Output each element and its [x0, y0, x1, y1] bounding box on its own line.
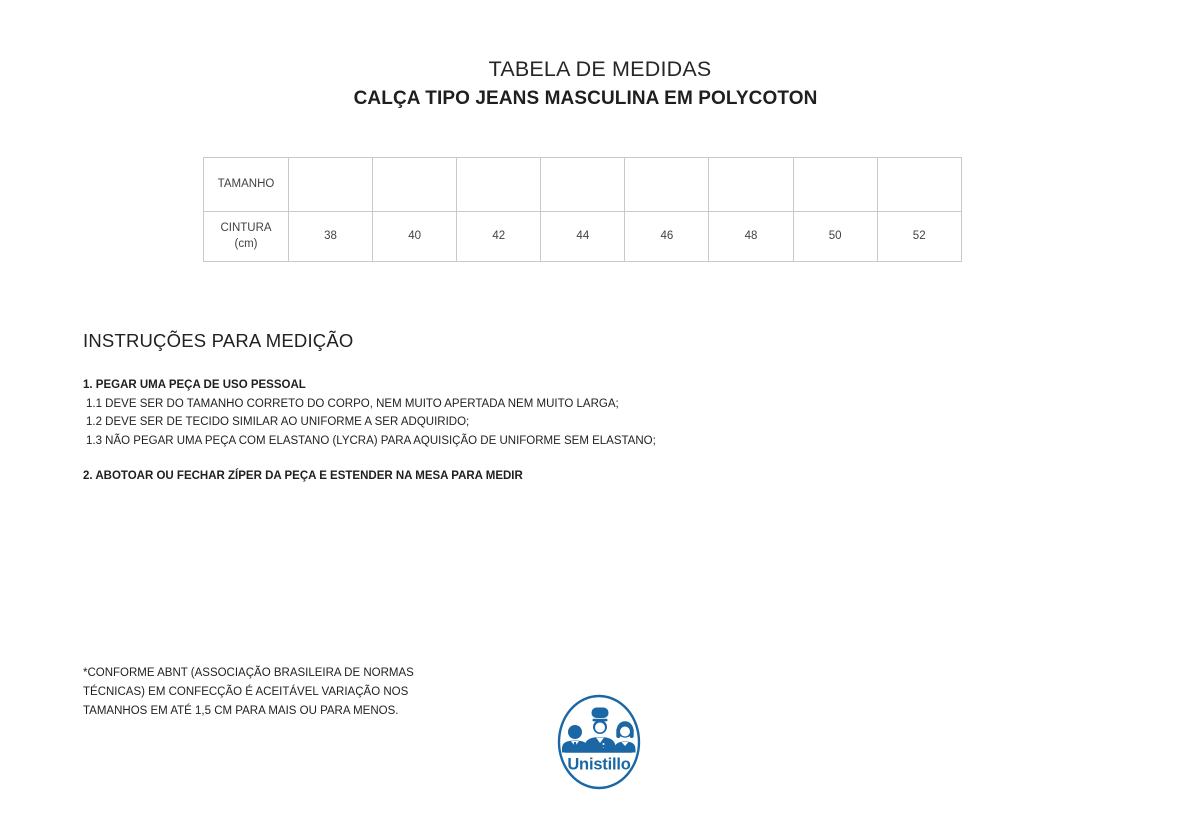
size-cell — [289, 158, 373, 212]
footnote-line: *CONFORME ABNT (ASSOCIAÇÃO BRASILEIRA DE NORMAS — [83, 667, 414, 679]
step1-item: 1.3 NÃO PEGAR UMA PEÇA COM ELASTANO (LYCRA) PARA AQUISIÇÃO DE UNIFORME SEM ELASTANO; — [86, 434, 656, 447]
waist-row-label-line2: (cm) — [234, 237, 258, 250]
waist-cell: 40 — [373, 212, 457, 262]
document-title: TABELA DE MEDIDAS — [488, 57, 712, 81]
size-table — [203, 157, 962, 262]
footnote-line: TÉCNICAS) EM CONFECÇÃO É ACEITÁVEL VARIAÇÃO NOS — [83, 686, 409, 698]
document-subtitle: CALÇA TIPO JEANS MASCULINA EM POLYCOTON — [353, 88, 818, 109]
size-cell — [877, 158, 961, 212]
waist-cell: 50 — [793, 212, 877, 262]
size-row-label: TAMANHO — [204, 158, 289, 212]
step2-title: 2. ABOTOAR OU FECHAR ZÍPER DA PEÇA E ESTENDER NA MESA PARA MEDIR — [83, 470, 523, 482]
waist-cell: 42 — [457, 212, 541, 262]
instructions-heading: INSTRUÇÕES PARA MEDIÇÃO — [83, 330, 354, 351]
counter-shape-icon — [563, 748, 634, 753]
chef-icon — [585, 708, 616, 753]
footnote — [83, 664, 414, 721]
size-cell — [541, 158, 625, 212]
table-row-waist — [204, 212, 962, 262]
waist-row-label — [204, 212, 289, 262]
size-cell — [793, 158, 877, 212]
instructions-step1 — [83, 376, 656, 450]
step1-item: 1.2 DEVE SER DE TECIDO SIMILAR AO UNIFORME A SER ADQUIRIDO; — [86, 416, 470, 429]
size-cell — [625, 158, 709, 212]
table-row-size — [204, 158, 962, 212]
waist-cell: 44 — [541, 212, 625, 262]
size-cell — [373, 158, 457, 212]
size-cell — [457, 158, 541, 212]
logo-wordmark: Unistillo — [567, 755, 631, 774]
waist-cell: 38 — [289, 212, 373, 262]
footnote-line: TAMANHOS EM ATÉ 1,5 CM PARA MAIS OU PARA MENOS. — [83, 705, 399, 717]
waist-row-label-line1: CINTURA — [220, 221, 272, 234]
waist-cell: 48 — [709, 212, 793, 262]
unistillo-logo — [548, 694, 649, 794]
waist-cell: 46 — [625, 212, 709, 262]
size-cell — [709, 158, 793, 212]
step1-title: 1. PEGAR UMA PEÇA DE USO PESSOAL — [83, 379, 306, 391]
step1-item: 1.1 DEVE SER DO TAMANHO CORRETO DO CORPO, NEM MUITO APERTADA NEM MUITO LARGA; — [86, 397, 619, 410]
waist-cell: 52 — [877, 212, 961, 262]
